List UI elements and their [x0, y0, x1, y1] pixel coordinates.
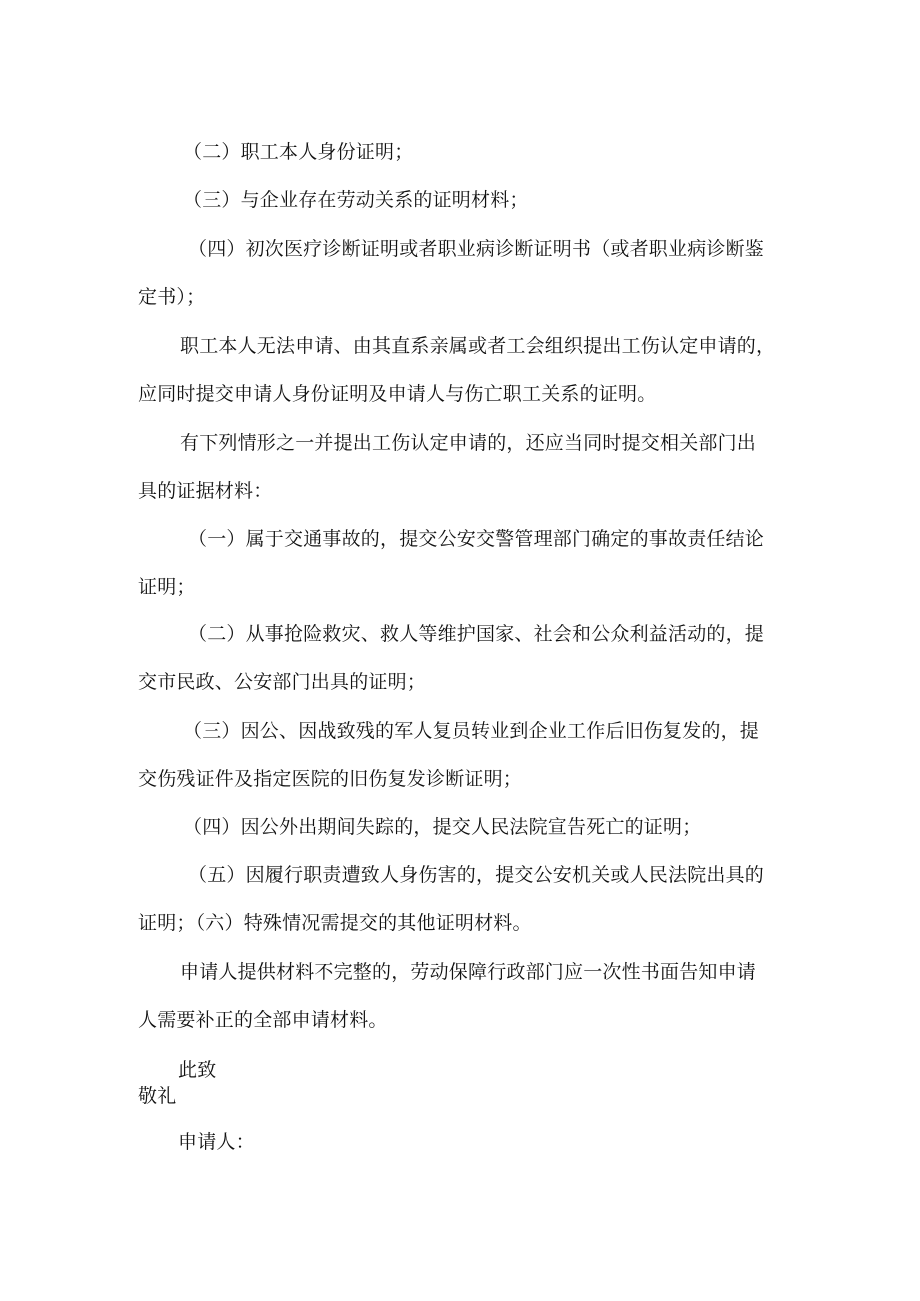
- text-line-7: 有下列情形之一并提出工伤认定申请的，还应当同时提交相关部门出: [180, 432, 757, 454]
- closing-line-2: 敬礼: [138, 1085, 177, 1107]
- applicant-line: 申请人：: [178, 1131, 255, 1153]
- text-line-2: （三）与企业存在劳动关系的证明材料；: [183, 189, 529, 211]
- text-line-14: 交伤残证件及指定医院的旧伤复发诊断证明；: [138, 768, 523, 790]
- text-line-4: 定书）；: [138, 286, 206, 308]
- text-line-16: （五）因履行职责遭致人身伤害的，提交公安机关或人民法院出具的: [188, 864, 765, 886]
- text-line-17: 证明；（六）特殊情况需提交的其他证明材料。: [138, 912, 532, 934]
- text-line-13: （三）因公、因战致残的军人复员转业到企业工作后旧伤复发的，提: [183, 720, 760, 742]
- text-line-5: 职工本人无法申请、由其直系亲属或者工会组织提出工伤认定申请的，: [180, 335, 776, 357]
- text-line-3: （四）初次医疗诊断证明或者职业病诊断证明书（或者职业病诊断鉴: [188, 238, 765, 260]
- text-line-11: （二）从事抢险救灾、救人等维护国家、社会和公众利益活动的，提: [188, 623, 765, 645]
- text-line-1: （二）职工本人身份证明；: [183, 141, 414, 163]
- text-line-9: （一）属于交通事故的，提交公安交警管理部门确定的事故责任结论: [188, 528, 765, 550]
- text-line-8: 具的证据材料：: [138, 480, 273, 502]
- text-line-19: 人需要补正的全部申请材料。: [138, 1009, 388, 1031]
- closing-line-1: 此致: [178, 1059, 217, 1081]
- text-line-10: 证明；: [138, 576, 196, 598]
- text-line-12: 交市民政、公安部门出具的证明；: [138, 671, 427, 693]
- text-line-15: （四）因公外出期间失踪的，提交人民法院宣告死亡的证明；: [183, 816, 702, 838]
- text-line-18: 申请人提供材料不完整的，劳动保障行政部门应一次性书面告知申请: [180, 961, 757, 983]
- text-line-6: 应同时提交申请人身份证明及申请人与伤亡职工关系的证明。: [138, 383, 657, 405]
